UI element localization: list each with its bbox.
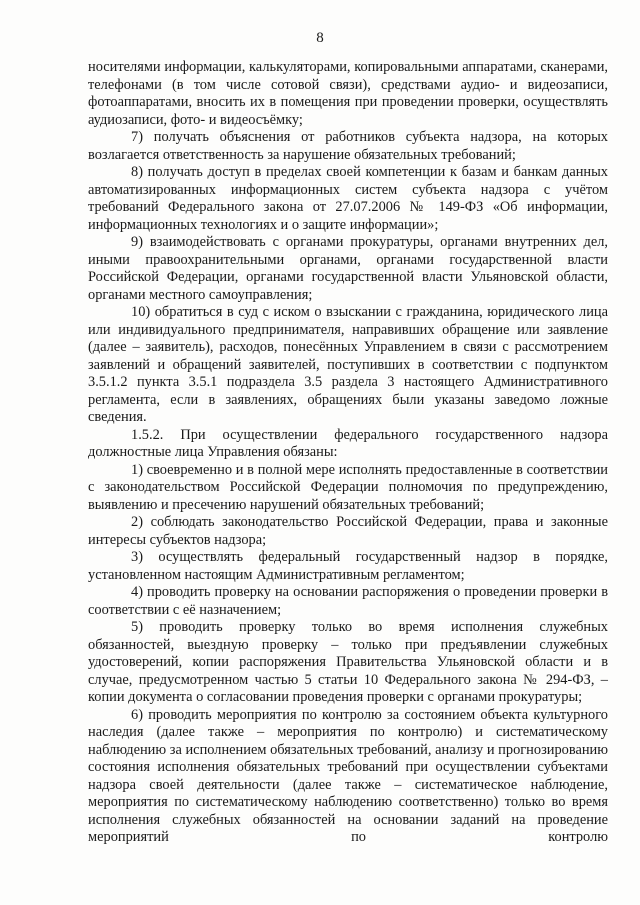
paragraph-duty-4: 4) проводить проверку на основании распоряжения о проведении проверки в соответствии с её назначением;: [88, 584, 608, 618]
paragraph-item-7: 7) получать объяснения от работников субъекта надзора, на которых возлагается ответственность за нарушение обязательных требований;: [88, 129, 608, 163]
page-number: 8: [316, 30, 324, 46]
paragraph-duty-1: 1) своевременно и в полной мере исполнять предоставленные в соответствии с законодательством Российской Федерации полномочия по предупреждению, выявлению и пресечению нарушений обязательных требований;: [88, 461, 608, 513]
paragraph-duty-6: 6) проводить мероприятия по контролю за состоянием объекта культурного наследия (далее также – мероприятия по контролю) и систематическому наблюдению за исполнением обязательных требований, анализу и прогнозированию состояния исполнения обязательных требований при осуществлении субъектами надзора своей деятельности (далее также – систематическое наблюдение, мероприятия по систематическому наблюдению соответственно) только во время исполнения служебных обязанностей на основании заданий на проведение мероприятий по контролю: [88, 706, 608, 845]
paragraph-item-9: 9) взаимодействовать с органами прокуратуры, органами внутренних дел, иными правоохранительными органами, органами государственной власти Российской Федерации, органами государственной власти Ульяновской области, органами местного самоуправления;: [88, 234, 608, 303]
paragraph-duty-3: 3) осуществлять федеральный государственный надзор в порядке, установленном настоящим Административным регламентом;: [88, 549, 608, 583]
paragraph-section-1-5-2: 1.5.2. При осуществлении федерального государственного надзора должностные лица Управления обязаны:: [88, 426, 608, 460]
paragraph-continuation: носителями информации, калькуляторами, копировальными аппаратами, сканерами, телефонами (в том числе сотовой связи), средствами аудио- и видеозаписи, фотоаппаратами, вносить их в помещения при проведении проверки, осуществлять аудиозаписи, фото- и видеосъёмку;: [88, 59, 608, 128]
paragraph-duty-5: 5) проводить проверку только во время исполнения служебных обязанностей, выездную проверку – только при предъявлении служебных удостоверений, копии распоряжения Правительства Ульяновской области и в случае, предусмотренном частью 5 статьи 10 Федерального закона № 294-ФЗ, – копии документа о согласовании проведения проверки с органами прокуратуры;: [88, 619, 608, 705]
paragraph-item-8: 8) получать доступ в пределах своей компетенции к базам и банкам данных автоматизированных информационных систем субъекта надзора с учётом требований Федерального закона от 27.07.2006 № 149-ФЗ «Об информации, информационных технологиях и о защите информации»;: [88, 164, 608, 233]
paragraph-duty-2: 2) соблюдать законодательство Российской Федерации, права и законные интересы субъектов надзора;: [88, 514, 608, 548]
document-body: [88, 59, 608, 847]
paragraph-item-10: 10) обратиться в суд с иском о взыскании с гражданина, юридического лица или индивидуального предпринимателя, направивших обращение или заявление (далее – заявитель), расходов, понесённых Управлением в связи с рассмотрением заявлений и обращений заявителей, поступивших в соответствии с подпунктом 3.5.1.2 пункта 3.5.1 подраздела 3.5 раздела 3 настоящего Административного регламента, если в заявлениях, обращениях были указаны заведомо ложные сведения.: [88, 304, 608, 425]
